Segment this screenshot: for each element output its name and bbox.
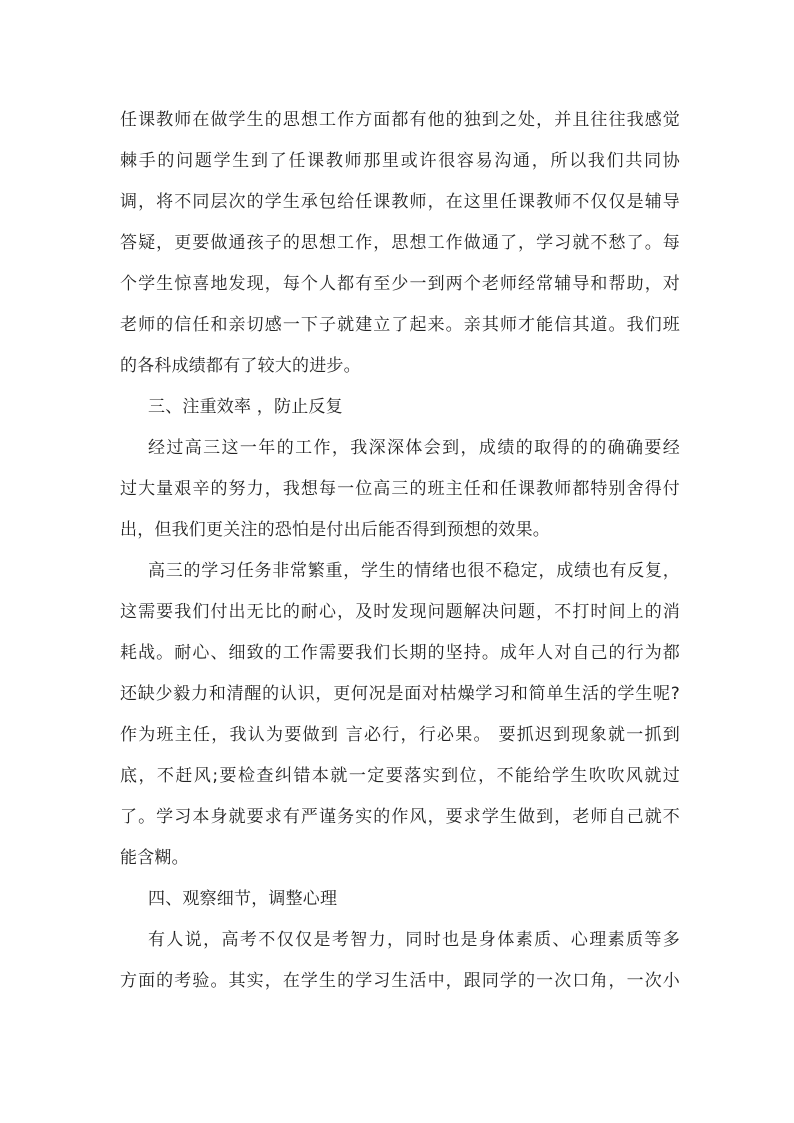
text-line: 个学生惊喜地发现，每个人都有至少一到两个老师经常辅导和帮助，对 [120, 274, 680, 294]
text-line: 答疑，更要做通孩子的思想工作，思想工作做通了，学习就不愁了。每 [120, 233, 680, 253]
text-line: 调，将不同层次的学生承包给任课教师，在这里任课教师不仅仅是辅导 [120, 192, 680, 212]
text-line: 高三的学习任务非常繁重，学生的情绪也很不稳定，成绩也有反复， [148, 561, 680, 581]
text-line: 方面的考验。其实，在学生的学习生活中，跟同学的一次口角，一次小 [120, 971, 680, 991]
text-line: 这需要我们付出无比的耐心，及时发现问题解决问题，不打时间上的消 [120, 602, 680, 622]
section-heading: 三、注重效率 ，防止反复 [148, 397, 343, 417]
text-line: 了。学习本身就要求有严谨务实的作风，要求学生做到，老师自己就不 [120, 807, 680, 827]
text-line: 过大量艰辛的努力，我想每一位高三的班主任和任课教师都特别舍得付 [120, 479, 680, 499]
text-line: 有人说，高考不仅仅是考智力，同时也是身体素质、心理素质等多 [148, 930, 680, 950]
text-line: 老师的信任和亲切感一下子就建立了起来。亲其师才能信其道。我们班 [120, 315, 680, 335]
text-line: 还缺少毅力和清醒的认识，更何况是面对枯燥学习和简单生活的学生呢? [120, 684, 680, 704]
text-line: 底，不赶风;要检查纠错本就一定要落实到位，不能给学生吹吹风就过 [120, 766, 680, 786]
document-body [120, 100, 680, 1002]
text-line: 能含糊。 [120, 848, 189, 868]
text-line: 任课教师在做学生的思想工作方面都有他的独到之处，并且往往我感觉 [120, 110, 680, 130]
text-line: 耗战。耐心、细致的工作需要我们长期的坚持。成年人对自己的行为都 [120, 643, 680, 663]
text-line: 的各科成绩都有了较大的进步。 [120, 356, 361, 376]
text-line: 棘手的问题学生到了任课教师那里或许很容易沟通，所以我们共同协 [120, 151, 680, 171]
section-heading: 四、观察细节，调整心理 [148, 889, 338, 909]
text-line: 经过高三这一年的工作，我深深体会到，成绩的取得的的确确要经 [148, 438, 680, 458]
text-line: 作为班主任，我认为要做到 言必行，行必果。 要抓迟到现象就一抓到 [120, 725, 680, 745]
text-line: 出，但我们更关注的恐怕是付出后能否得到预想的效果。 [120, 520, 550, 540]
